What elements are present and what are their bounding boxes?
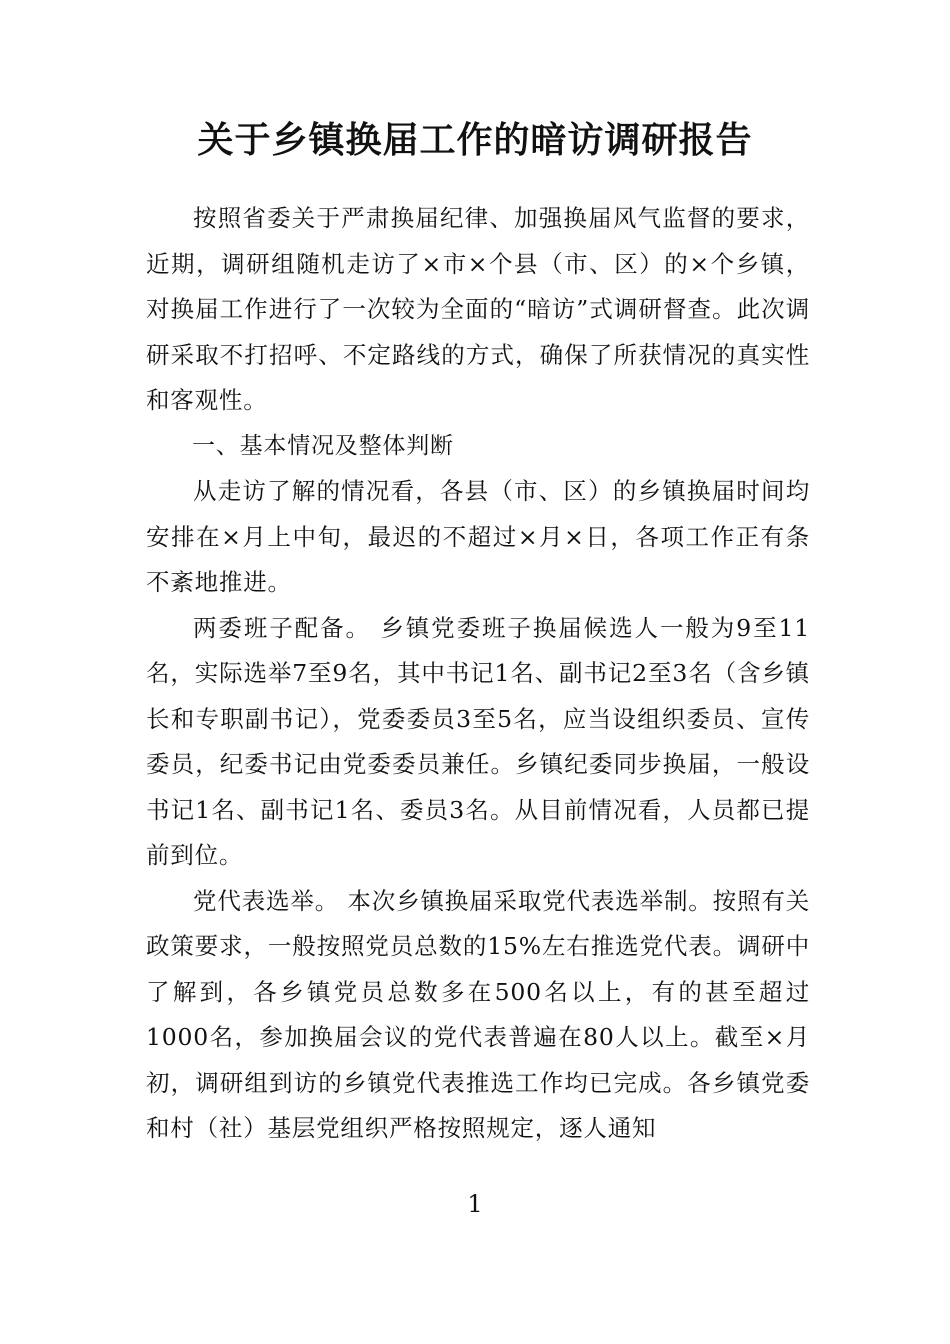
intro-paragraph: 按照省委关于严肃换届纪律、加强换届风气监督的要求，近期，调研组随机走访了×市×个县（市、区）的×个乡镇，对换届工作进行了一次较为全面的“暗访”式调研督查。此次调研采取不打招呼、不定路线的方式，确保了所获情况的真实性和客观性。	[146, 204, 810, 414]
section-heading: 一、基本情况及整体判断	[192, 432, 454, 459]
delegate-election-paragraph: 党代表选举。 本次乡镇换届采取党代表选举制。按照有关政策要求，一般按照党员总数的15%左右推选党代表。调研中了解到，各乡镇党员总数多在500名以上，有的甚至超过1000名，参加换届会议的党代表普遍在80人以上。截至×月初，调研组到访的乡镇党代表推选工作均已完成。各乡镇党委和村（社）基层党组织严格按照规定，逐人通知	[146, 886, 810, 1142]
page-number: 1	[467, 1190, 483, 1218]
overview-paragraph: 从走访了解的情况看，各县（市、区）的乡镇换届时间均安排在×月上中旬，最迟的不超过×月×日，各项工作正有条不紊地推进。	[146, 477, 810, 596]
committee-paragraph: 两委班子配备。 乡镇党委班子换届候选人一般为9至11名，实际选举7至9名，其中书记1名、副书记2至3名（含乡镇长和专职副书记），党委委员3至5名，应当设组织委员、宣传委员，纪委书记由党委委员兼任。乡镇纪委同步换届，一般设书记1名、副书记1名、委员3名。从目前情况看，人员都已提前到位。	[146, 613, 810, 869]
document-body	[146, 196, 810, 1152]
document-title: 关于乡镇换届工作的暗访调研报告	[197, 120, 753, 161]
